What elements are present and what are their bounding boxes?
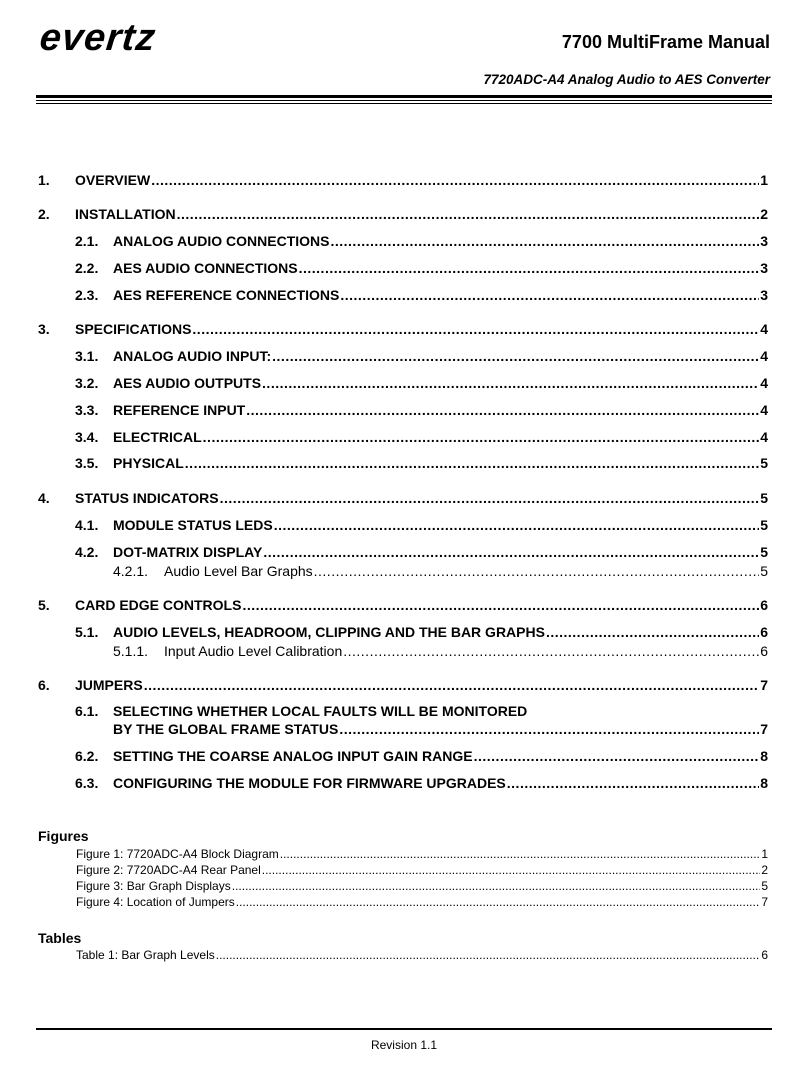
revision-label: Revision 1.1 (370, 1038, 438, 1052)
toc-entry-aes-audio-outputs[interactable] (0, 375, 808, 393)
toc-page: 4 (760, 321, 768, 337)
figure-entry[interactable] (0, 879, 808, 895)
toc-number: 4.2. (75, 544, 99, 560)
toc-title: INSTALLATION (75, 206, 176, 222)
toc-number: 3. (38, 321, 50, 337)
toc-number: 3.5. (75, 455, 99, 471)
toc-number: 3.2. (75, 375, 99, 391)
toc-title: SETTING THE COARSE ANALOG INPUT GAIN RANGE (113, 748, 473, 764)
figures-heading: Figures (38, 828, 89, 844)
toc-title: JUMPERS (75, 677, 143, 693)
toc-number: 4.2.1. (113, 563, 149, 579)
tables-heading: Tables (38, 930, 82, 946)
figure-page: 1 (761, 847, 768, 861)
document-subtitle: 7720ADC-A4 Analog Audio to AES Converter (483, 72, 770, 87)
toc-title: PHYSICAL (113, 455, 184, 471)
figure-entry[interactable] (0, 895, 808, 911)
footer-rule (36, 1028, 772, 1030)
toc-page: 4 (760, 429, 768, 445)
toc-page: 5 (760, 455, 768, 471)
table-entry[interactable] (0, 948, 808, 964)
toc-title: ANALOG AUDIO INPUT: (113, 348, 272, 364)
toc-entry-coarse-gain-range[interactable] (0, 748, 808, 766)
toc-number: 1. (38, 172, 50, 188)
toc-title: AES AUDIO CONNECTIONS (113, 260, 298, 276)
toc-page: 3 (760, 260, 768, 276)
toc-number: 6. (38, 677, 50, 693)
toc-number: 2.3. (75, 287, 99, 303)
toc-page: 7 (760, 677, 768, 693)
toc-number: 2.1. (75, 233, 99, 249)
toc-page: 5 (760, 490, 768, 506)
toc-number: 3.1. (75, 348, 99, 364)
figure-title: Figure 4: Location of Jumpers (76, 895, 235, 909)
toc-number: 6.3. (75, 775, 99, 791)
toc-entry-physical[interactable] (0, 455, 808, 473)
toc-title: Input Audio Level Calibration (164, 643, 343, 659)
toc-page: 8 (760, 748, 768, 764)
toc-number: 5.1. (75, 624, 99, 640)
toc-title: CARD EDGE CONTROLS (75, 597, 242, 613)
toc-entry-firmware-upgrades[interactable] (0, 775, 808, 793)
toc-title: AES AUDIO OUTPUTS (113, 375, 262, 391)
toc-entry-overview[interactable] (0, 172, 808, 190)
toc-page: 5 (760, 517, 768, 533)
toc-page: 6 (760, 624, 768, 640)
toc-title: AUDIO LEVELS, HEADROOM, CLIPPING AND THE BAR GRAPHS (113, 624, 545, 640)
toc-entry-jumpers[interactable] (0, 677, 808, 695)
figure-entry[interactable] (0, 863, 808, 879)
toc-entry-module-status-leds[interactable] (0, 517, 808, 535)
toc-entry-aes-audio-connections[interactable] (0, 260, 808, 278)
toc-entry-audio-level-bar-graphs[interactable] (0, 563, 808, 581)
toc-title: ELECTRICAL (113, 429, 202, 445)
figure-entry[interactable] (0, 847, 808, 863)
toc-entry-dot-matrix-display[interactable] (0, 544, 808, 562)
toc-title: DOT-MATRIX DISPLAY (113, 544, 263, 560)
toc-title: REFERENCE INPUT (113, 402, 246, 418)
toc-number: 4. (38, 490, 50, 506)
figure-title: Figure 3: Bar Graph Displays (76, 879, 231, 893)
toc-title: STATUS INDICATORS (75, 490, 219, 506)
toc-number: 3.4. (75, 429, 99, 445)
toc-entry-card-edge-controls[interactable] (0, 597, 808, 615)
toc-number: 3.3. (75, 402, 99, 418)
figure-title: Figure 1: 7720ADC-A4 Block Diagram (76, 847, 279, 861)
toc-page: 3 (760, 233, 768, 249)
toc-page: 5 (760, 563, 768, 579)
toc-page: 6 (760, 643, 768, 659)
toc-title-line1: SELECTING WHETHER LOCAL FAULTS WILL BE MONITORED (113, 703, 528, 719)
toc-page: 7 (760, 721, 768, 737)
figure-page: 7 (761, 895, 768, 909)
toc-title: SPECIFICATIONS (75, 321, 192, 337)
toc-number: 5. (38, 597, 50, 613)
toc-entry-analog-audio-input[interactable] (0, 348, 808, 366)
toc-page: 8 (760, 775, 768, 791)
figure-title: Figure 2: 7720ADC-A4 Rear Panel (76, 863, 261, 877)
toc-title: CONFIGURING THE MODULE FOR FIRMWARE UPGRADES (113, 775, 506, 791)
figure-page: 5 (761, 879, 768, 893)
toc-page: 1 (760, 172, 768, 188)
toc-page: 4 (760, 348, 768, 364)
figure-page: 2 (761, 863, 768, 877)
toc-entry-input-audio-level-calibration[interactable] (0, 643, 808, 661)
toc-entry-analog-audio-connections[interactable] (0, 233, 808, 251)
toc-title: Audio Level Bar Graphs (164, 563, 313, 579)
toc-entry-status-indicators[interactable] (0, 490, 808, 508)
table-title: Table 1: Bar Graph Levels (76, 948, 215, 962)
toc-number: 6.2. (75, 748, 99, 764)
toc-page: 4 (760, 375, 768, 391)
table-page: 6 (761, 948, 768, 962)
toc-number: 5.1.1. (113, 643, 149, 659)
toc-title: AES REFERENCE CONNECTIONS (113, 287, 340, 303)
manual-title: 7700 MultiFrame Manual (561, 32, 770, 52)
toc-entry-local-faults[interactable] (0, 703, 808, 739)
toc-title: ANALOG AUDIO CONNECTIONS (113, 233, 330, 249)
evertz-logo: evertz (37, 17, 159, 59)
toc-page: 4 (760, 402, 768, 418)
toc-entry-installation[interactable] (0, 206, 808, 224)
toc-entry-audio-levels-headroom[interactable] (0, 624, 808, 642)
toc-page: 2 (760, 206, 768, 222)
toc-page: 3 (760, 287, 768, 303)
toc-entry-reference-input[interactable] (0, 402, 808, 420)
toc-number: 4.1. (75, 517, 99, 533)
toc-title: MODULE STATUS LEDS (113, 517, 273, 533)
toc-page: 6 (760, 597, 768, 613)
toc-number: 6.1. (75, 703, 99, 719)
toc-number: 2.2. (75, 260, 99, 276)
toc-page: 5 (760, 544, 768, 560)
toc-title: BY THE GLOBAL FRAME STATUS (113, 721, 339, 737)
toc-number: 2. (38, 206, 50, 222)
toc-entry-electrical[interactable] (0, 429, 808, 447)
toc-title: OVERVIEW (75, 172, 151, 188)
toc-entry-specifications[interactable] (0, 321, 808, 339)
toc-entry-aes-reference-connections[interactable] (0, 287, 808, 305)
